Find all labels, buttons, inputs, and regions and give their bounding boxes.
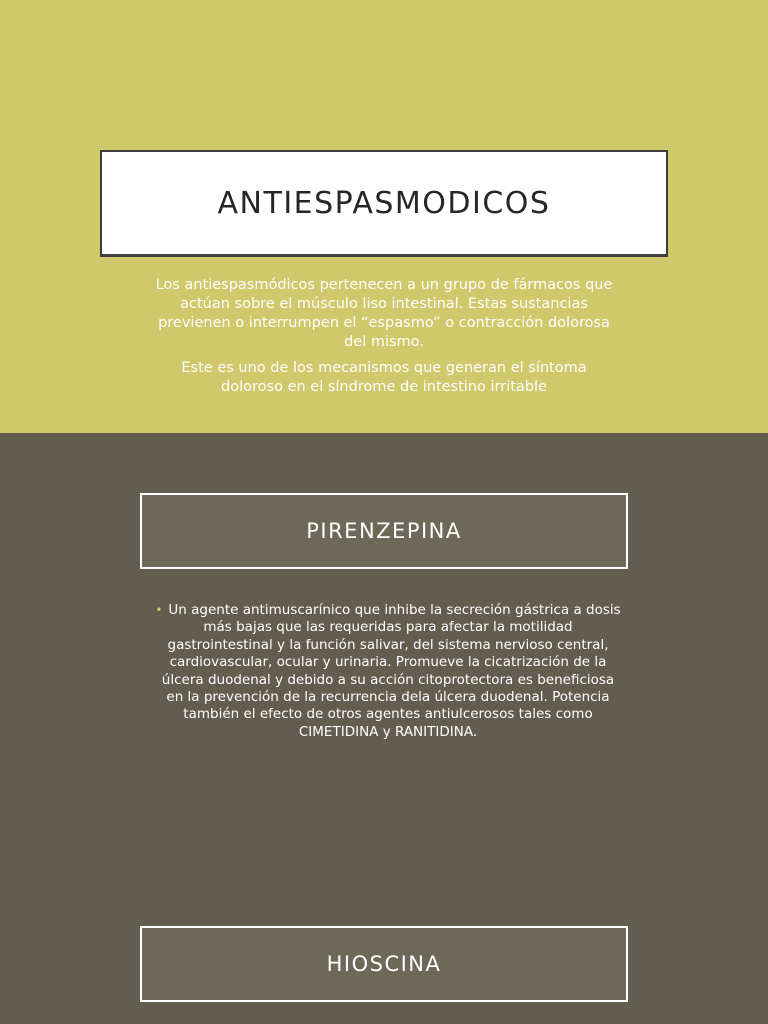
slide-antiespasmodicos [0,0,768,433]
intro-text-block [150,276,618,404]
slide-title: ANTIESPASMODICOS [217,185,551,221]
section-title: PIRENZEPINA [306,519,462,543]
intro-paragraph: Los antiespasmódicos pertenecen a un grupo de fármacos que actúan sobre el músculo liso intestinal. Estas sustancias previenen o interrumpen el “espasmo” o contracción dolorosa del mismo. [155,277,613,350]
bullet-icon: • [155,603,163,617]
section-title: HIOSCINA [326,952,442,976]
title-box [100,150,668,257]
section-title-box-hioscina [140,926,628,1002]
bullet-item [152,602,624,741]
intro-paragraph: Este es uno de los mecanismos que generan el síntoma doloroso en el síndrome de intestino irritable [181,360,587,395]
section-title-box-pirenzepina [140,493,628,569]
bullet-text: Un agente antimuscarínico que inhibe la secreción gástrica a dosis más bajas que las requeridas para afectar la motilidad gastrointestinal y la función salivar, del sistema nervioso central, cardiovascular, ocular y urinaria. Promueve la cicatrización de la úlcera duodenal y debido a su acción citoprotectora es beneficiosa en la prevención de la recurrencia dela úlcera duodenal. Potencia también el efecto de otros agentes antiulcerosos tales como CIMETIDINA y RANITIDINA. [161,602,621,740]
